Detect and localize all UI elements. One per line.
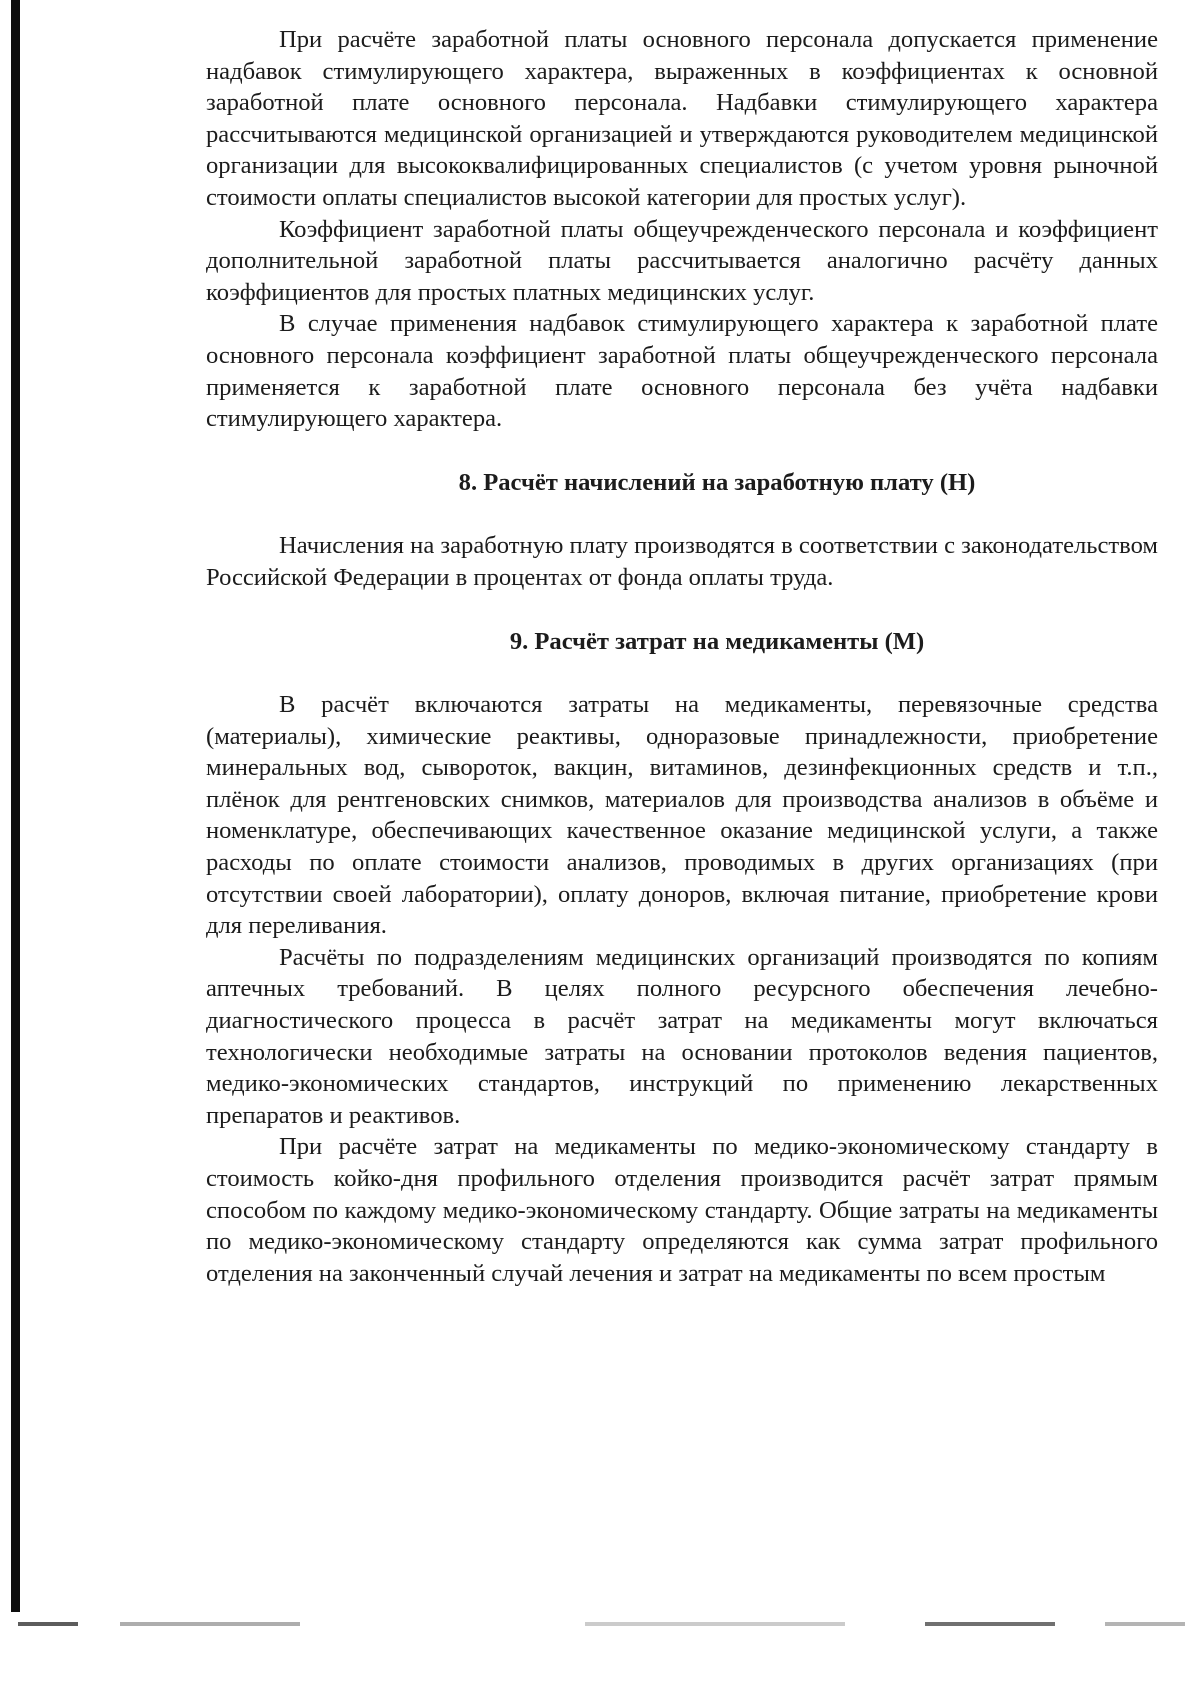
- paragraph-2: Коэффициент заработной платы общеучрежденческого персонала и коэффициент дополнительной заработной платы рассчитывается аналогично расчёту данных коэффициентов для простых платных медицинских услуг.: [206, 215, 1158, 306]
- paragraph-3: В случае применения надбавок стимулирующего характера к заработной плате основного персонала коэффициент заработной платы общеучрежденческого персонала применяется к заработной плате основного персонала без учёта надбавки стимулирующего характера.: [206, 310, 1158, 433]
- section-9-paragraph-2: Расчёты по подразделениям медицинских организаций производятся по копиям аптечных требований. В целях полного ресурсного обеспечения лечебно-диагностического процесса в расчёт затрат на медикаменты могут включаться технологически необходимые затраты на основании протоколов ведения пациентов, медико-экономических стандартов, инструкций по применению лекарственных препаратов и реактивов.: [206, 943, 1158, 1129]
- scan-edge-bottom: [0, 1618, 1200, 1632]
- section-9-paragraph-1: В расчёт включаются затраты на медикаменты, перевязочные средства (материалы), химические реактивы, одноразовые принадлежности, приобретение минеральных вод, сывороток, вакцин, витаминов, дезинфекционных средств и т.п., плёнок для рентгеновских снимков, материалов для производства анализов в объёме и номенклатуре, обеспечивающих качественное оказание медицинской услуги, а также расходы по оплате стоимости анализов, проводимых в других организациях (при отсутствии своей лаборатории), оплату доноров, включая питание, приобретение крови для переливания.: [206, 691, 1158, 940]
- paragraph-1: При расчёте заработной платы основного персонала допускается применение надбавок стимулирующего характера, выраженных в коэффициентах к основной заработной плате основного персонала. Надбавки стимулирующего характера рассчитываются медицинской организацией и утверждаются руководителем медицинской организации для высококвалифицированных специалистов (с учетом уровня рыночной стоимости оплаты специалистов высокой категории для простых услуг).: [206, 26, 1158, 211]
- section-8-heading: 8. Расчёт начислений на заработную плату (Н): [458, 468, 976, 496]
- section-9-heading: 9. Расчёт затрат на медикаменты (М): [509, 627, 925, 655]
- scan-edge-left: [11, 0, 20, 1612]
- document-page: [206, 24, 1158, 1289]
- section-8-paragraph: Начисления на заработную плату производятся в соответствии с законодательством Российской Федерации в процентах от фонда оплаты труда.: [206, 532, 1158, 591]
- section-9-paragraph-3: При расчёте затрат на медикаменты по медико-экономическому стандарту в стоимость койко-дня профильного отделения производится расчёт затрат прямым способом по каждому медико-экономическому стандарту. Общие затраты на медикаменты по медико-экономическому стандарту определяются как сумма затрат профильного отделения на законченный случай лечения и затрат на медикаменты по всем простым: [206, 1133, 1158, 1287]
